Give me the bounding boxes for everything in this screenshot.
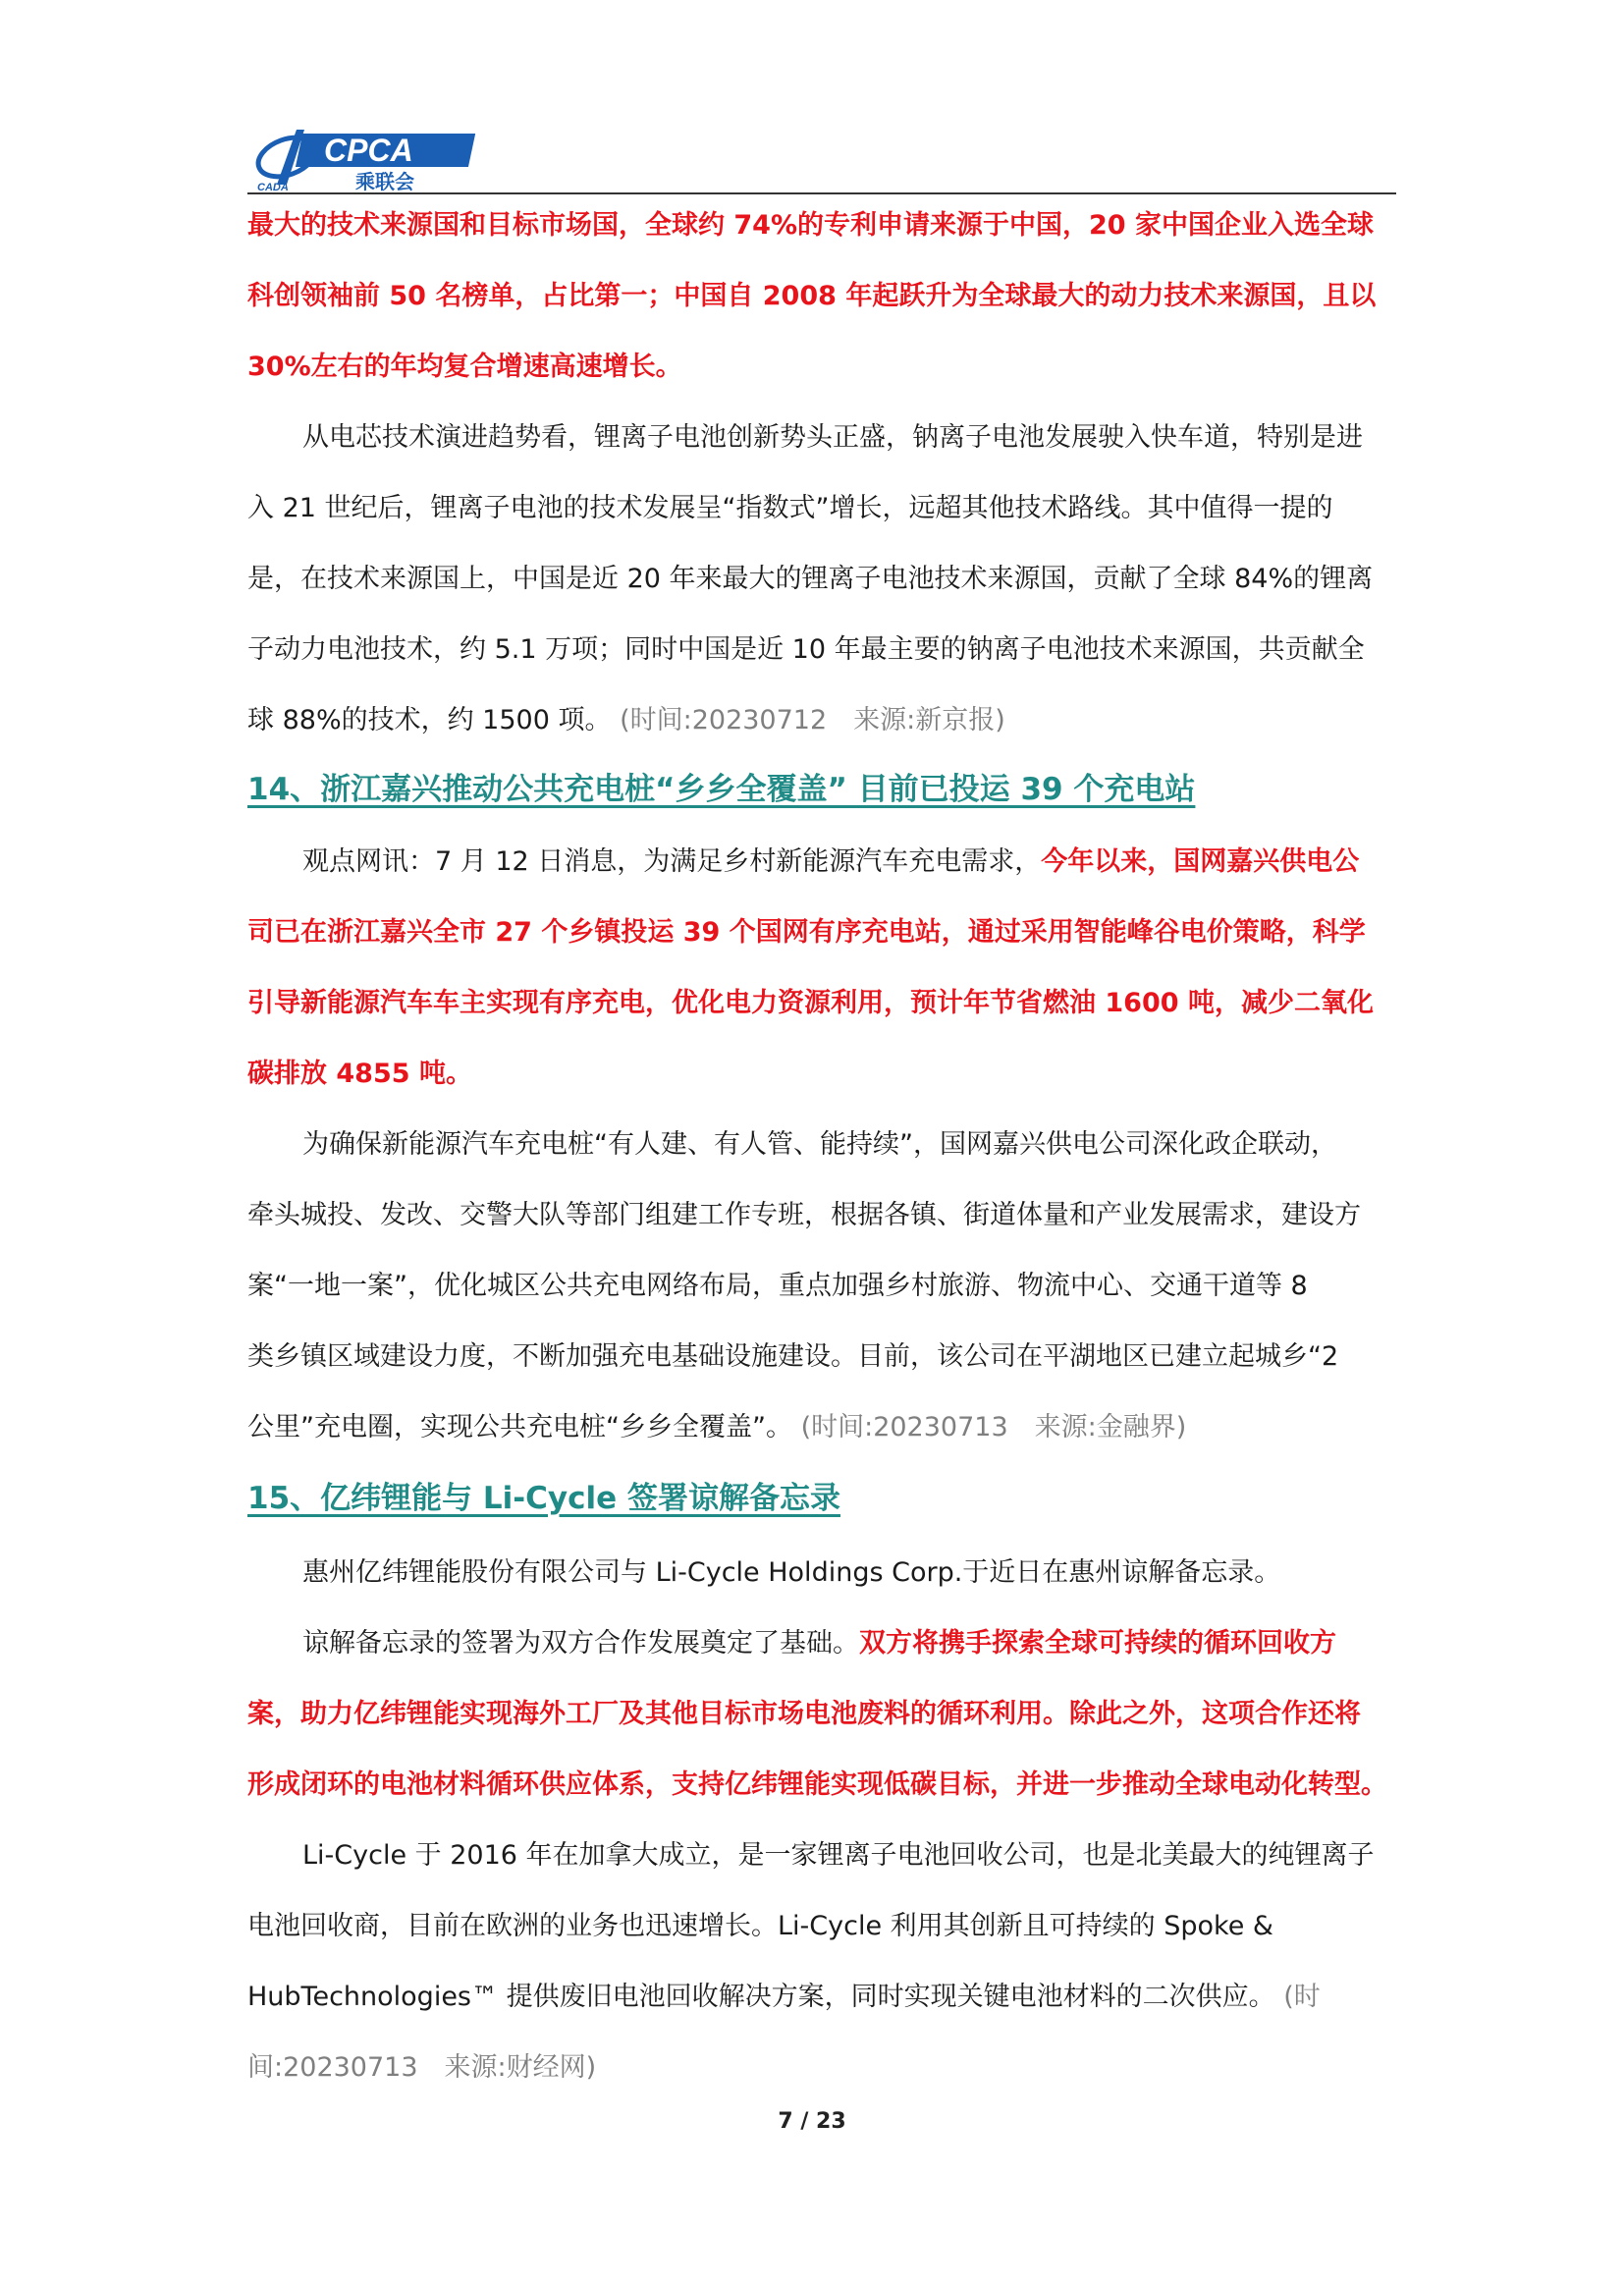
source-note: (时 [1283,1982,1321,2012]
intro-highlight [247,190,1396,403]
section14-paragraph-1 [247,827,1396,1110]
cpca-logo [247,116,483,192]
source-note: (时间:20230713 来源:金融界) [800,1412,1187,1442]
text-line: 子动力电池技术，约 5.1 万项；同时中国是近 10 年最主要的钠离子电池技术来源国，共贡献全 [247,634,1365,665]
text-line: 科创领袖前 50 名榜单，占比第一；中国自 2008 年起跃升为全球最大的动力技术来源国，且以 [247,281,1377,311]
text-line: Li-Cycle 于 2016 年在加拿大成立，是一家锂离子电池回收公司，也是北美最大的纯锂离子 [302,1840,1375,1871]
cell-tech-paragraph [247,403,1396,756]
text-line: 引导新能源汽车车主实现有序充电，优化电力资源利用，预计年节省燃油 1600 吨，减少二氧化 [247,988,1374,1018]
text-line: 球 88%的技术，约 1500 项。 (时间:20230712 来源:新京报) [247,705,1005,735]
source-note: (时间:20230712 来源:新京报) [620,705,1005,735]
text-line: 谅解备忘录的签署为双方合作发展奠定了基础。双方将携手探索全球可持续的循环回收方 [302,1628,1336,1659]
logo-mark: CADA [257,182,289,192]
text-line: 形成闭环的电池材料循环供应体系，支持亿纬锂能实现低碳目标，并进一步推动全球电动化转型。 [247,1769,1387,1800]
text-line: 30%左右的年均复合增速高速增长。 [247,352,682,382]
text-line: 电池回收商，目前在欧洲的业务也迅速增长。Li-Cycle 利用其创新且可持续的 Spoke & [247,1911,1273,1941]
logo-text: CPCA [324,133,413,168]
section15-paragraph-2 [247,1608,1396,1821]
text-line: 类乡镇区域建设力度，不断加强充电基础设施建设。目前，该公司在平湖地区已建立起城乡“2 [247,1341,1339,1372]
text-line: 案“一地一案”，优化城区公共充电网络布局，重点加强乡村旅游、物流中心、交通干道等 8 [247,1271,1308,1301]
source-note: 间:20230713 来源:财经网) [247,2052,597,2083]
text-line: 观点网讯：7 月 12 日消息，为满足乡村新能源汽车充电需求，今年以来，国网嘉兴供电公 [302,846,1360,877]
section-heading-14: 14、浙江嘉兴推动公共充电桩“乡乡全覆盖” 目前已投运 39 个充电站 [247,772,1196,807]
text-line: 从电芯技术演进趋势看，锂离子电池创新势头正盛，钠离子电池发展驶入快车道，特别是进 [302,422,1363,453]
text-line: 入 21 世纪后，锂离子电池的技术发展呈“指数式”增长，远超其他技术路线。其中值得一提的 [247,493,1333,523]
section14-paragraph-2 [247,1110,1396,1463]
text-line: 司已在浙江嘉兴全市 27 个乡镇投运 39 个国网有序充电站，通过采用智能峰谷电价策略，科学 [247,917,1366,948]
section-heading-15: 15、亿纬锂能与 Li-Cycle 签署谅解备忘录 [247,1481,840,1516]
text-line: 牵头城投、发改、交警大队等部门组建工作专班，根据各镇、街道体量和产业发展需求，建设方 [247,1200,1361,1230]
text-line: 最大的技术来源国和目标市场国，全球约 74%的专利申请来源于中国，20 家中国企业入选全球 [247,210,1374,241]
text-line: 为确保新能源汽车充电桩“有人建、有人管、能持续”，国网嘉兴供电公司深化政企联动， [302,1129,1337,1160]
page-header [247,116,1396,196]
text-line: 案，助力亿纬锂能实现海外工厂及其他目标市场电池废料的循环利用。除此之外，这项合作还将 [247,1699,1361,1729]
page-number: 7 / 23 [778,2109,846,2134]
section15-paragraph-3 [247,1821,1396,2103]
section15-paragraph-1 [247,1538,1396,1608]
text-line: HubTechnologies™ 提供废旧电池回收解决方案，同时实现关键电池材料的二次供应。 (时 [247,1982,1321,2012]
text-line: 惠州亿纬锂能股份有限公司与 Li-Cycle Holdings Corp.于近日在惠州谅解备忘录。 [302,1557,1281,1588]
text-line: 碳排放 4855 吨。 [247,1059,472,1089]
logo-sub: 乘联会 [355,170,414,192]
text-line: 公里”充电圈，实现公共充电桩“乡乡全覆盖”。 (时间:20230713 来源:金融界) [247,1412,1187,1442]
text-line: 是，在技术来源国上，中国是近 20 年来最大的锂离子电池技术来源国，贡献了全球 84%的锂离 [247,564,1374,594]
